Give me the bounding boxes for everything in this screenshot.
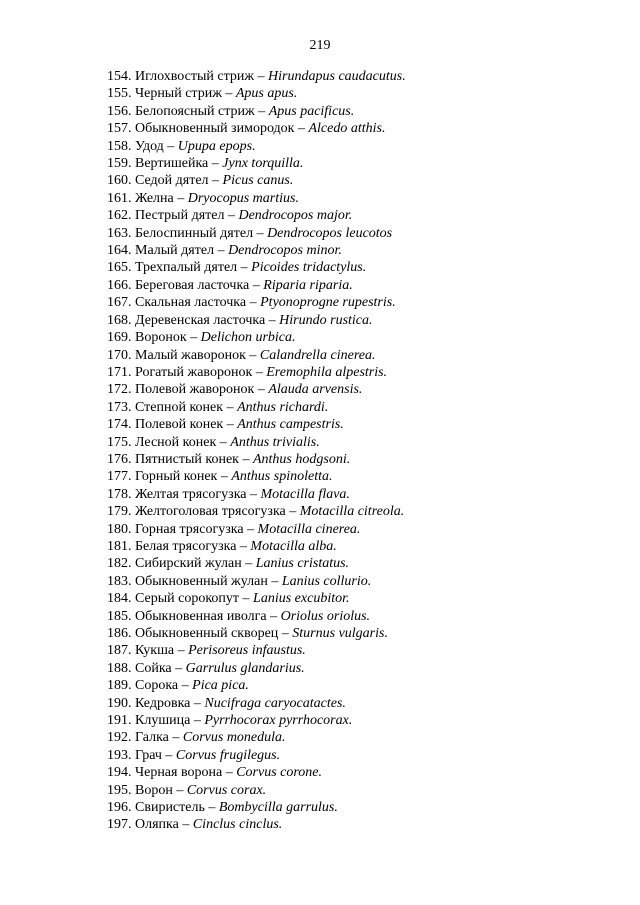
- species-russian-name: Горный конек: [135, 469, 218, 485]
- species-number: 167.: [107, 295, 132, 311]
- species-item: [107, 172, 406, 189]
- species-latin-name: Anthus spinoletta.: [231, 469, 333, 485]
- species-separator: –: [214, 243, 229, 259]
- species-separator: –: [254, 382, 269, 398]
- species-russian-name: Серый сорокопут: [135, 591, 240, 607]
- species-latin-name: Sturnus vulgaris.: [292, 626, 388, 641]
- species-russian-name: Обыкновенный жулан: [135, 573, 268, 589]
- species-russian-name: Воронок: [135, 330, 187, 346]
- species-russian-name: Обыкновенная иволга: [135, 608, 267, 624]
- species-latin-name: Jynx torquilla.: [222, 156, 304, 172]
- species-separator: –: [190, 713, 205, 729]
- species-separator: –: [243, 521, 258, 537]
- species-item: [107, 207, 406, 224]
- species-latin-name: Delichon urbica.: [200, 330, 296, 346]
- species-russian-name: Белая трясогузка: [135, 538, 237, 554]
- species-russian-name: Удод: [135, 138, 164, 154]
- species-separator: –: [223, 417, 238, 433]
- species-latin-name: Corvus corone.: [236, 765, 322, 781]
- species-separator: –: [171, 660, 186, 676]
- species-latin-name: Lanius excubitor.: [253, 591, 350, 607]
- species-separator: –: [252, 364, 267, 380]
- species-item: [107, 521, 406, 538]
- species-russian-name: Оляпка: [135, 817, 179, 833]
- species-latin-name: Cinclus cinclus.: [192, 817, 283, 833]
- species-russian-name: Деревенская ласточка: [135, 312, 266, 328]
- species-separator: –: [174, 643, 189, 659]
- species-number: 157.: [107, 121, 132, 137]
- species-russian-name: Иглохвостый стриж: [135, 69, 255, 84]
- species-number: 172.: [107, 382, 132, 398]
- species-item: [107, 747, 406, 764]
- species-number: 171.: [107, 364, 132, 380]
- species-number: 154.: [107, 69, 132, 84]
- species-number: 178.: [107, 486, 132, 502]
- species-number: 192.: [107, 730, 132, 746]
- species-number: 194.: [107, 765, 132, 781]
- species-latin-name: Nucifraga caryocatactes.: [204, 695, 346, 711]
- species-latin-name: Riparia riparia.: [263, 277, 353, 293]
- species-number: 176.: [107, 451, 132, 467]
- species-latin-name: Garrulus glandarius.: [185, 660, 305, 676]
- species-item: [107, 155, 406, 172]
- species-russian-name: Сорока: [135, 678, 179, 694]
- species-latin-name: Motacilla cinerea.: [257, 521, 361, 537]
- species-latin-name: Dendrocopos minor.: [228, 243, 342, 259]
- species-latin-name: Calandrella cinerea.: [259, 347, 376, 363]
- species-latin-name: Hirundo rustica.: [279, 312, 373, 328]
- species-separator: –: [237, 260, 252, 276]
- species-russian-name: Кукша: [135, 643, 175, 659]
- species-russian-name: Белоспинный дятел: [135, 225, 254, 241]
- page-number: 219: [309, 38, 331, 53]
- species-item: [107, 416, 406, 433]
- species-separator: –: [246, 295, 261, 311]
- species-number: 186.: [107, 626, 132, 641]
- species-russian-name: Рогатый жаворонок: [135, 364, 253, 380]
- species-separator: –: [173, 190, 188, 206]
- species-item: [107, 468, 406, 485]
- species-russian-name: Малый жаворонок: [135, 347, 246, 363]
- species-separator: –: [254, 69, 269, 84]
- species-separator: –: [163, 138, 178, 154]
- species-russian-name: Скальная ласточка: [135, 295, 247, 311]
- species-number: 182.: [107, 556, 132, 572]
- species-russian-name: Сибирский жулан: [135, 556, 242, 572]
- species-latin-name: Bombycilla garrulus.: [218, 800, 338, 816]
- species-separator: –: [254, 103, 269, 119]
- species-item: [107, 660, 406, 677]
- species-item: [107, 120, 406, 137]
- species-separator: –: [222, 765, 237, 781]
- species-number: 189.: [107, 678, 132, 694]
- species-number: 163.: [107, 225, 132, 241]
- species-number: 180.: [107, 521, 132, 537]
- species-item: [107, 486, 406, 503]
- species-number: 197.: [107, 817, 132, 833]
- species-russian-name: Трехпалый дятел: [135, 260, 238, 276]
- species-item: [107, 242, 406, 259]
- species-russian-name: Седой дятел: [135, 173, 209, 189]
- species-number: 187.: [107, 643, 132, 659]
- species-russian-name: Обыкновенный скворец: [135, 626, 279, 641]
- species-item: [107, 555, 406, 572]
- species-number: 156.: [107, 103, 132, 119]
- species-separator: –: [161, 747, 176, 763]
- species-latin-name: Pyrrhocorax pyrrhocorax.: [204, 713, 353, 729]
- species-separator: –: [186, 330, 201, 346]
- species-latin-name: Ptyonoprogne rupestris.: [260, 295, 396, 311]
- species-separator: –: [216, 434, 231, 450]
- species-number: 185.: [107, 608, 132, 624]
- species-russian-name: Кедровка: [135, 695, 191, 711]
- species-separator: –: [208, 156, 223, 172]
- species-number: 195.: [107, 782, 132, 798]
- species-item: [107, 68, 406, 85]
- species-separator: –: [278, 626, 293, 641]
- species-latin-name: Dendrocopos major.: [238, 208, 353, 224]
- species-russian-name: Береговая ласточка: [135, 277, 250, 293]
- species-number: 166.: [107, 277, 132, 293]
- species-separator: –: [245, 347, 260, 363]
- species-item: [107, 312, 406, 329]
- species-latin-name: Anthus trivialis.: [230, 434, 320, 450]
- species-number: 155.: [107, 86, 132, 102]
- species-item: [107, 608, 406, 625]
- species-number: 170.: [107, 347, 132, 363]
- species-latin-name: Picus canus.: [222, 173, 294, 189]
- species-russian-name: Черная ворона: [135, 765, 223, 781]
- species-number: 175.: [107, 434, 132, 450]
- species-russian-name: Белопоясный стриж: [135, 103, 255, 119]
- species-separator: –: [249, 277, 264, 293]
- species-item: [107, 816, 406, 833]
- species-number: 164.: [107, 243, 132, 259]
- species-item: [107, 451, 406, 468]
- species-russian-name: Сойка: [135, 660, 172, 676]
- species-latin-name: Picoides tridactylus.: [251, 260, 367, 276]
- species-separator: –: [266, 608, 281, 624]
- species-latin-name: Dendrocopos leucotos: [267, 225, 393, 241]
- species-latin-name: Oriolus oriolus.: [280, 608, 371, 624]
- species-separator: –: [178, 678, 193, 694]
- species-item: [107, 695, 406, 712]
- species-russian-name: Черный стриж: [135, 86, 222, 102]
- species-separator: –: [239, 591, 254, 607]
- species-separator: –: [267, 573, 282, 589]
- species-russian-name: Клушица: [135, 713, 191, 729]
- species-latin-name: Corvus monedula.: [182, 730, 286, 746]
- species-latin-name: Anthus richardi.: [237, 399, 329, 415]
- species-separator: –: [204, 800, 219, 816]
- species-latin-name: Motacilla flava.: [260, 486, 350, 502]
- species-separator: –: [224, 208, 239, 224]
- species-latin-name: Anthus hodgsoni.: [252, 451, 351, 467]
- species-latin-name: Lanius cristatus.: [255, 556, 350, 572]
- species-number: 188.: [107, 660, 132, 676]
- species-item: [107, 381, 406, 398]
- species-item: [107, 103, 406, 120]
- species-item: [107, 538, 406, 555]
- species-latin-name: Corvus frugilegus.: [175, 747, 281, 763]
- species-item: [107, 712, 406, 729]
- species-item: [107, 625, 406, 642]
- species-russian-name: Желна: [135, 190, 174, 206]
- species-russian-name: Полевой жаворонок: [135, 382, 255, 398]
- species-russian-name: Горная трясогузка: [135, 521, 244, 537]
- species-separator: –: [190, 695, 205, 711]
- species-item: [107, 677, 406, 694]
- species-item: [107, 399, 406, 416]
- species-separator: –: [285, 504, 300, 520]
- species-separator: –: [246, 486, 261, 502]
- species-russian-name: Пятнистый конек: [135, 451, 239, 467]
- species-latin-name: Pica pica.: [192, 678, 249, 694]
- species-number: 184.: [107, 591, 132, 607]
- species-separator: –: [208, 173, 223, 189]
- species-number: 193.: [107, 747, 132, 763]
- species-latin-name: Apus pacificus.: [268, 103, 355, 119]
- species-item: [107, 364, 406, 381]
- species-number: 191.: [107, 713, 132, 729]
- species-number: 159.: [107, 156, 132, 172]
- species-number: 161.: [107, 190, 132, 206]
- species-russian-name: Пестрый дятел: [135, 208, 225, 224]
- species-separator: –: [294, 121, 309, 137]
- species-russian-name: Ворон: [135, 782, 173, 798]
- species-item: [107, 729, 406, 746]
- species-item: [107, 259, 406, 276]
- species-item: [107, 799, 406, 816]
- species-item: [107, 138, 406, 155]
- species-latin-name: Motacilla alba.: [250, 538, 337, 554]
- species-separator: –: [217, 469, 232, 485]
- species-number: 177.: [107, 469, 132, 485]
- species-number: 190.: [107, 695, 132, 711]
- species-item: [107, 329, 406, 346]
- species-latin-name: Corvus corax.: [186, 782, 267, 798]
- species-russian-name: Свиристель: [135, 800, 205, 816]
- species-latin-name: Hirundapus caudacutus.: [268, 69, 406, 84]
- species-number: 162.: [107, 208, 132, 224]
- species-russian-name: Желтоголовая трясогузка: [135, 504, 286, 520]
- species-number: 181.: [107, 538, 132, 554]
- species-number: 174.: [107, 417, 132, 433]
- species-separator: –: [172, 782, 187, 798]
- species-separator: –: [168, 730, 183, 746]
- species-separator: –: [221, 86, 236, 102]
- species-separator: –: [223, 399, 238, 415]
- species-number: 168.: [107, 312, 132, 328]
- species-item: [107, 764, 406, 781]
- species-russian-name: Полевой конек: [135, 417, 224, 433]
- species-list: [107, 68, 406, 834]
- species-item: [107, 573, 406, 590]
- species-separator: –: [265, 312, 280, 328]
- species-separator: –: [178, 817, 193, 833]
- species-latin-name: Alcedo atthis.: [308, 121, 386, 137]
- species-russian-name: Грач: [135, 747, 162, 763]
- species-latin-name: Motacilla citreola.: [299, 504, 405, 520]
- species-number: 173.: [107, 399, 132, 415]
- species-russian-name: Вертишейка: [135, 156, 209, 172]
- species-separator: –: [238, 451, 253, 467]
- species-latin-name: Anthus campestris.: [237, 417, 344, 433]
- species-russian-name: Галка: [135, 730, 169, 746]
- species-russian-name: Малый дятел: [135, 243, 215, 259]
- species-item: [107, 590, 406, 607]
- species-number: 196.: [107, 800, 132, 816]
- species-separator: –: [236, 538, 251, 554]
- species-number: 165.: [107, 260, 132, 276]
- species-number: 169.: [107, 330, 132, 346]
- species-number: 158.: [107, 138, 132, 154]
- species-latin-name: Perisoreus infaustus.: [188, 643, 306, 659]
- species-russian-name: Лесной конек: [135, 434, 217, 450]
- species-latin-name: Lanius collurio.: [281, 573, 372, 589]
- species-separator: –: [253, 225, 268, 241]
- species-number: 183.: [107, 573, 132, 589]
- species-russian-name: Степной конек: [135, 399, 224, 415]
- species-item: [107, 85, 406, 102]
- species-item: [107, 225, 406, 242]
- species-item: [107, 434, 406, 451]
- species-latin-name: Upupa epops.: [177, 138, 256, 154]
- species-item: [107, 642, 406, 659]
- species-russian-name: Желтая трясогузка: [135, 486, 247, 502]
- species-latin-name: Eremophila alpestris.: [266, 364, 388, 380]
- species-number: 179.: [107, 504, 132, 520]
- species-item: [107, 277, 406, 294]
- species-latin-name: Dryocopus martius.: [187, 190, 299, 206]
- species-latin-name: Alauda arvensis.: [268, 382, 363, 398]
- species-item: [107, 782, 406, 799]
- species-russian-name: Обыкновенный зимородок: [135, 121, 295, 137]
- species-latin-name: Apus apus.: [235, 86, 298, 102]
- species-number: 160.: [107, 173, 132, 189]
- species-separator: –: [241, 556, 256, 572]
- species-item: [107, 190, 406, 207]
- species-item: [107, 294, 406, 311]
- species-item: [107, 503, 406, 520]
- species-item: [107, 347, 406, 364]
